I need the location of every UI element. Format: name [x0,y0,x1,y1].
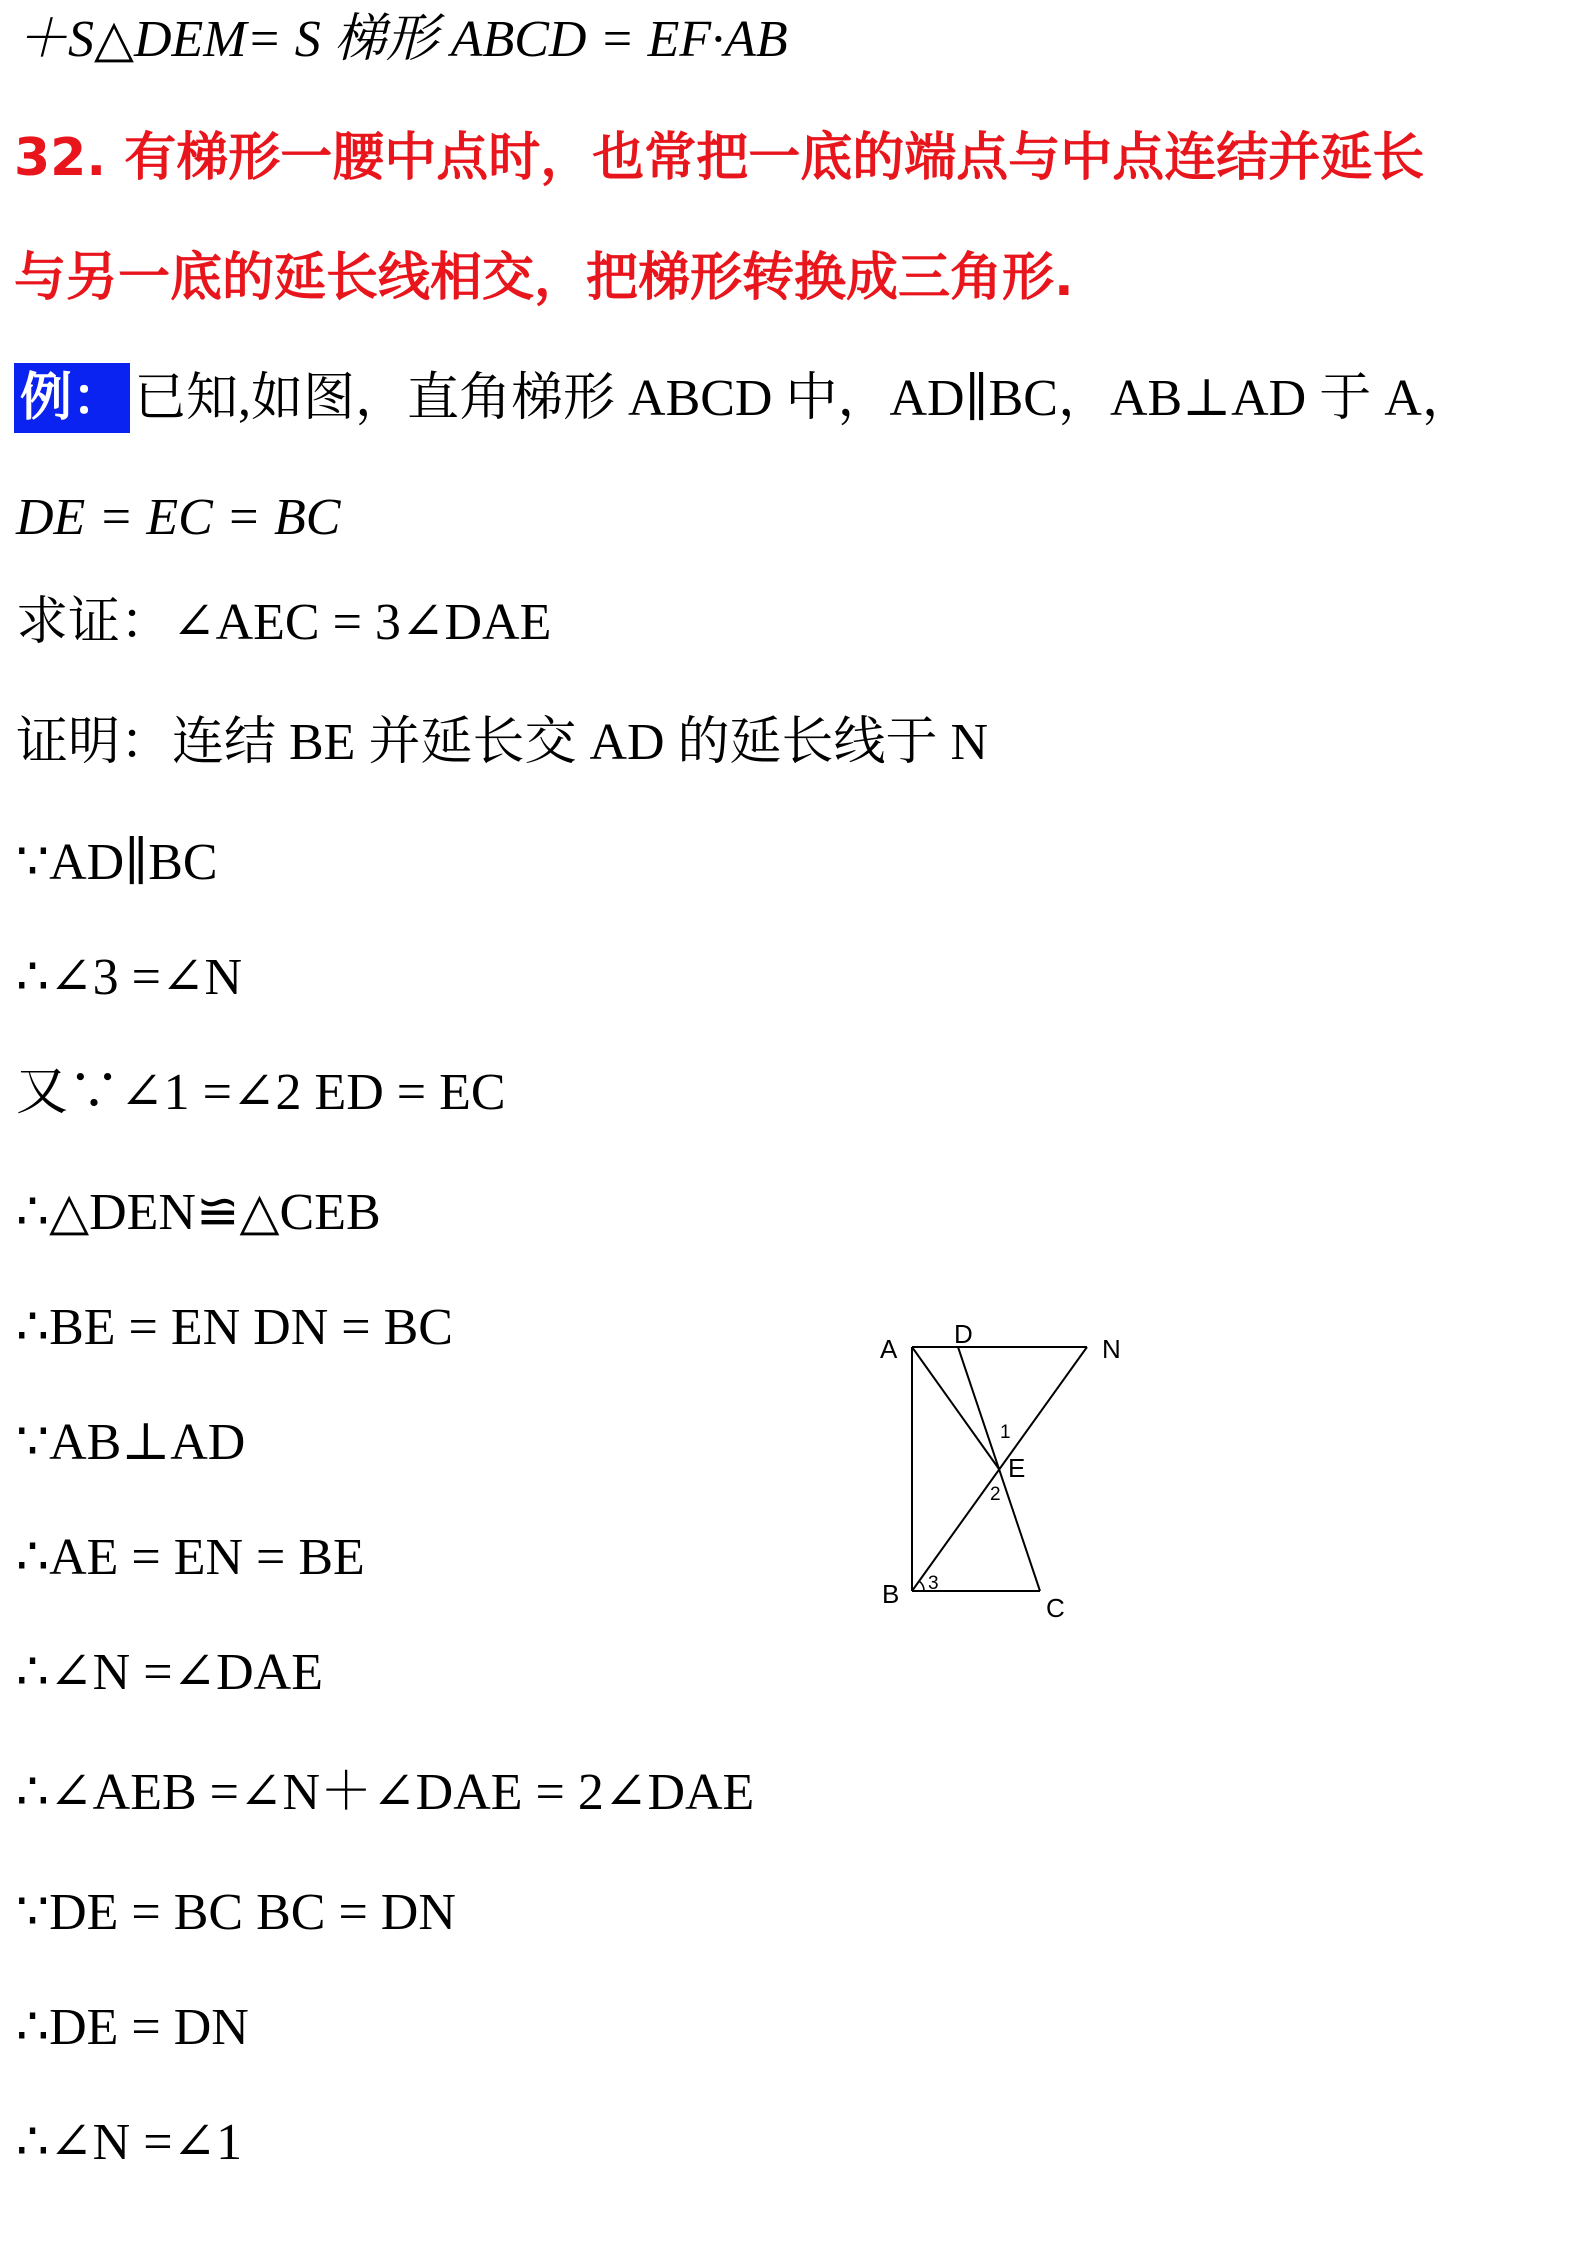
proof-line: ∴DE = DN [16,1999,249,2056]
geometry-figure [870,1305,1140,1635]
proof-line: ∴∠N =∠DAE [16,1644,323,1701]
example-badge: 例： [14,363,130,433]
example-line-1 [14,363,1474,434]
angle-label-2: 2 [990,1484,1001,1505]
section-heading-line-2: 与另一底的延长线相交，把梯形转换成三角形. [14,248,1074,308]
proof-line: ∴△DEN≌△CEB [16,1184,381,1241]
proof-line: ∴∠AEB =∠N＋∠DAE = 2∠DAE [16,1764,755,1821]
section-heading-line-1: 32. 有梯形一腰中点时，也常把一底的端点与中点连结并延长 [14,128,1425,188]
example-line-2: DE = EC = BC [16,489,341,546]
top-formula-line: ＋S△DEM= S 梯形 ABCD = EF·AB [16,11,788,68]
proof-line: ∵DE = BC BC = DN [16,1884,456,1941]
angle-label-3: 3 [928,1573,939,1594]
proof-line: ∴∠N =∠1 [16,2114,243,2171]
point-label-d: D [954,1319,973,1349]
angle-label-1: 1 [1000,1422,1011,1443]
segment-ae [912,1347,999,1469]
point-label-e: E [1008,1453,1026,1483]
point-label-b: B [882,1579,900,1609]
angle-3-arc [919,1581,924,1591]
point-label-a: A [880,1334,898,1364]
goal-line: 求证：∠AEC = 3∠DAE [16,594,552,651]
proof-line: 证明：连结 BE 并延长交 AD 的延长线于 N [16,714,989,771]
proof-line: ∵AB⊥AD [16,1414,246,1471]
example-given-text: 已知,如图，直角梯形 ABCD 中，AD∥BC，AB⊥AD 于 A， [134,370,1474,427]
point-label-c: C [1046,1593,1065,1623]
proof-line: 又∵∠1 =∠2 ED = EC [16,1064,506,1121]
proof-line: ∴AE = EN = BE [16,1529,365,1586]
proof-line: ∴∠3 =∠N [16,949,243,1006]
proof-line: ∴BE = EN DN = BC [16,1299,453,1356]
proof-line: ∵AD∥BC [16,834,218,891]
point-label-n: N [1102,1334,1121,1364]
